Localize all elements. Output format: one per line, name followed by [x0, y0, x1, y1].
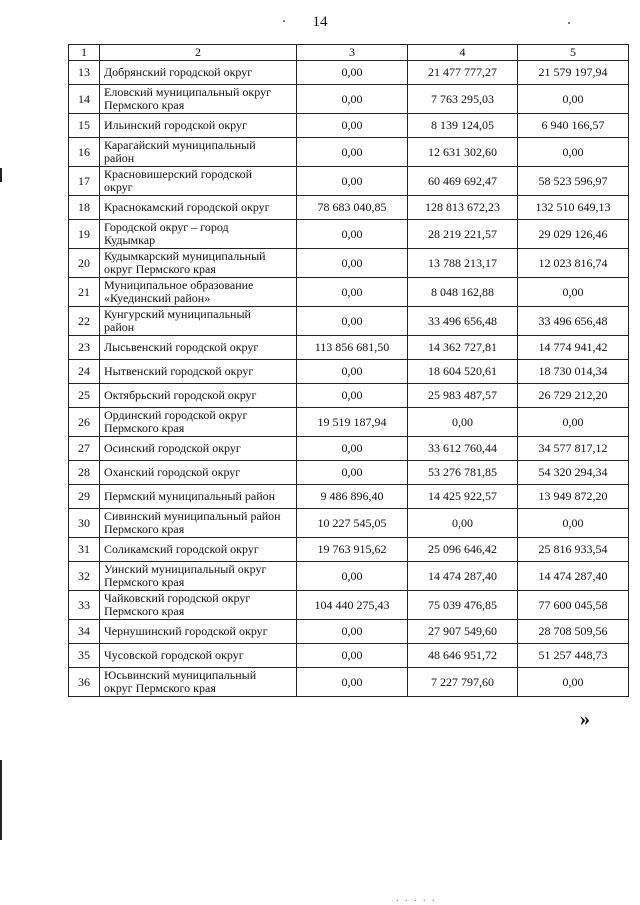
amount-col-4: 60 469 692,47 [408, 167, 518, 196]
amount-col-3: 0,00 [297, 620, 408, 644]
table-row [69, 61, 629, 85]
row-number: 24 [69, 360, 100, 384]
amount-col-4: 18 604 520,61 [408, 360, 518, 384]
amount-col-3: 0,00 [297, 278, 408, 307]
row-number: 30 [69, 509, 100, 538]
row-number: 27 [69, 437, 100, 461]
municipality-name-line: Краснокамский городской округ [104, 200, 270, 214]
municipality-name-line: район [104, 151, 135, 165]
amount-col-5: 13 949 872,20 [518, 485, 629, 509]
municipality-name [100, 167, 297, 196]
row-number: 19 [69, 220, 100, 249]
table-row [69, 220, 629, 249]
municipality-name [100, 336, 297, 360]
table-row [69, 278, 629, 307]
amount-col-4: 53 276 781,85 [408, 461, 518, 485]
municipality-name-line: Кудымкарский муниципальный [104, 249, 266, 263]
municipality-name-line: Добрянский городской округ [104, 65, 253, 79]
municipality-name-line: Ординский городской округ [104, 408, 248, 422]
amount-col-3: 9 486 896,40 [297, 485, 408, 509]
municipality-name-line: Оханский городской округ [104, 465, 241, 479]
scan-edge-mark [0, 168, 2, 182]
municipality-name [100, 278, 297, 307]
municipality-name-line: Соликамский городской округ [104, 542, 259, 556]
municipality-name [100, 220, 297, 249]
table-row [69, 461, 629, 485]
amount-col-4: 75 039 476,85 [408, 591, 518, 620]
table-row [69, 591, 629, 620]
amount-col-4: 7 763 295,03 [408, 85, 518, 114]
amount-col-3: 0,00 [297, 167, 408, 196]
amount-col-4: 21 477 777,27 [408, 61, 518, 85]
amount-col-3: 0,00 [297, 220, 408, 249]
table-row [69, 509, 629, 538]
closing-quote-mark: » [580, 708, 590, 730]
municipality-name-line: район [104, 320, 135, 334]
column-header: 5 [518, 45, 629, 61]
table-row [69, 167, 629, 196]
municipality-name-line: Пермского края [104, 98, 185, 112]
municipality-name-line: Юсьвинский муниципальный [104, 668, 257, 682]
municipality-name-line: Пермский муниципальный район [104, 489, 276, 503]
amount-col-4: 25 096 646,42 [408, 538, 518, 562]
row-number: 15 [69, 114, 100, 138]
amount-col-4: 27 907 549,60 [408, 620, 518, 644]
amount-col-3: 0,00 [297, 61, 408, 85]
amount-col-5: 0,00 [518, 278, 629, 307]
municipality-name [100, 196, 297, 220]
municipality-name-line: Городской округ – город [104, 220, 229, 234]
column-header: 2 [100, 45, 297, 61]
municipality-name [100, 138, 297, 167]
amount-col-5: 33 496 656,48 [518, 307, 629, 336]
row-number: 29 [69, 485, 100, 509]
municipality-name [100, 61, 297, 85]
table-row [69, 307, 629, 336]
amount-col-4: 14 425 922,57 [408, 485, 518, 509]
municipality-name-line: Нытвенский городской округ [104, 364, 254, 378]
amount-col-4: 14 362 727,81 [408, 336, 518, 360]
table-row [69, 408, 629, 437]
amount-col-4: 8 048 162,88 [408, 278, 518, 307]
amount-col-3: 104 440 275,43 [297, 591, 408, 620]
municipality-name [100, 384, 297, 408]
amount-col-4: 33 612 760,44 [408, 437, 518, 461]
amount-col-5: 12 023 816,74 [518, 249, 629, 278]
table-row [69, 538, 629, 562]
allocation-table [68, 44, 629, 697]
municipality-name [100, 538, 297, 562]
amount-col-5: 6 940 166,57 [518, 114, 629, 138]
row-number: 13 [69, 61, 100, 85]
amount-col-5: 26 729 212,20 [518, 384, 629, 408]
municipality-name [100, 85, 297, 114]
amount-col-4: 12 631 302,60 [408, 138, 518, 167]
amount-col-5: 0,00 [518, 408, 629, 437]
table-row [69, 360, 629, 384]
municipality-name [100, 591, 297, 620]
table-row [69, 485, 629, 509]
amount-col-3: 0,00 [297, 384, 408, 408]
table-row [69, 384, 629, 408]
amount-col-4: 0,00 [408, 509, 518, 538]
row-number: 35 [69, 644, 100, 668]
amount-col-5: 51 257 448,73 [518, 644, 629, 668]
municipality-name-line: Чернушинский городской округ [104, 624, 268, 638]
table-row [69, 138, 629, 167]
row-number: 14 [69, 85, 100, 114]
municipality-name-line: Пермского края [104, 421, 185, 435]
municipality-name-line: Пермского края [104, 575, 185, 589]
municipality-name-line: Красновишерский городской [104, 167, 253, 181]
municipality-name-line: «Куединский район» [104, 291, 211, 305]
amount-col-4: 8 139 124,05 [408, 114, 518, 138]
amount-col-3: 0,00 [297, 249, 408, 278]
municipality-name-line: Осинский городской округ [104, 441, 241, 455]
page-number: 14 [312, 14, 328, 30]
amount-col-3: 113 856 681,50 [297, 336, 408, 360]
row-number: 34 [69, 620, 100, 644]
municipality-name-line: Пермского края [104, 604, 185, 618]
municipality-name-line: Карагайский муниципальный [104, 138, 256, 152]
municipality-name-line: Уинский муниципальный округ [104, 562, 267, 576]
municipality-name-line: Кудымкар [104, 233, 156, 247]
amount-col-5: 21 579 197,94 [518, 61, 629, 85]
scan-edge-mark [0, 760, 2, 840]
amount-col-3: 78 683 040,85 [297, 196, 408, 220]
row-number: 32 [69, 562, 100, 591]
municipality-name-line: Лысьвенский городской округ [104, 340, 259, 354]
municipality-name-line: округ Пермского края [104, 681, 216, 695]
column-header: 3 [297, 45, 408, 61]
amount-col-3: 10 227 545,05 [297, 509, 408, 538]
municipality-name [100, 307, 297, 336]
amount-col-5: 58 523 596,97 [518, 167, 629, 196]
amount-col-4: 128 813 672,23 [408, 196, 518, 220]
column-header: 1 [69, 45, 100, 61]
amount-col-5: 14 474 287,40 [518, 562, 629, 591]
amount-col-3: 0,00 [297, 562, 408, 591]
municipality-name-line: Чусовской городской округ [104, 648, 244, 662]
row-number: 16 [69, 138, 100, 167]
amount-col-4: 14 474 287,40 [408, 562, 518, 591]
row-number: 25 [69, 384, 100, 408]
municipality-name [100, 562, 297, 591]
municipality-name-line: Кунгурский муниципальный [104, 307, 251, 321]
municipality-name-line: Сивинский муниципальный район [104, 509, 281, 523]
amount-col-4: 33 496 656,48 [408, 307, 518, 336]
amount-col-5: 0,00 [518, 138, 629, 167]
amount-col-3: 0,00 [297, 114, 408, 138]
amount-col-5: 0,00 [518, 668, 629, 697]
row-number: 33 [69, 591, 100, 620]
amount-col-4: 28 219 221,57 [408, 220, 518, 249]
municipality-name [100, 485, 297, 509]
amount-col-3: 0,00 [297, 668, 408, 697]
amount-col-5: 18 730 014,34 [518, 360, 629, 384]
municipality-name [100, 114, 297, 138]
amount-col-4: 48 646 951,72 [408, 644, 518, 668]
amount-col-5: 34 577 817,12 [518, 437, 629, 461]
amount-col-3: 19 519 187,94 [297, 408, 408, 437]
table-row [69, 437, 629, 461]
amount-col-4: 25 983 487,57 [408, 384, 518, 408]
amount-col-3: 0,00 [297, 360, 408, 384]
amount-col-5: 0,00 [518, 85, 629, 114]
scan-speck [283, 20, 285, 22]
amount-col-5: 77 600 045,58 [518, 591, 629, 620]
amount-col-3: 0,00 [297, 307, 408, 336]
table-header-row [69, 45, 629, 61]
table-row [69, 336, 629, 360]
municipality-name [100, 249, 297, 278]
amount-col-5: 14 774 941,42 [518, 336, 629, 360]
amount-col-5: 54 320 294,34 [518, 461, 629, 485]
scan-speck [568, 22, 570, 24]
amount-col-5: 132 510 649,13 [518, 196, 629, 220]
table-row [69, 114, 629, 138]
amount-col-3: 0,00 [297, 85, 408, 114]
table-row [69, 620, 629, 644]
municipality-name [100, 461, 297, 485]
table-row [69, 85, 629, 114]
scan-footer-dots: . . . . . [396, 893, 437, 904]
row-number: 26 [69, 408, 100, 437]
municipality-name [100, 644, 297, 668]
amount-col-3: 0,00 [297, 437, 408, 461]
table-body [69, 61, 629, 697]
table-row [69, 562, 629, 591]
row-number: 18 [69, 196, 100, 220]
amount-col-4: 13 788 213,17 [408, 249, 518, 278]
amount-col-5: 0,00 [518, 509, 629, 538]
municipality-name [100, 620, 297, 644]
row-number: 31 [69, 538, 100, 562]
table-row [69, 644, 629, 668]
amount-col-3: 0,00 [297, 461, 408, 485]
row-number: 28 [69, 461, 100, 485]
table-row [69, 249, 629, 278]
row-number: 21 [69, 278, 100, 307]
amount-col-4: 0,00 [408, 408, 518, 437]
municipality-name [100, 360, 297, 384]
municipality-name-line: Ильинский городской округ [104, 118, 247, 132]
row-number: 17 [69, 167, 100, 196]
municipality-name-line: Пермского края [104, 522, 185, 536]
municipality-name-line: Еловский муниципальный округ [104, 85, 272, 99]
municipality-name-line: округ Пермского края [104, 262, 216, 276]
amount-col-5: 25 816 933,54 [518, 538, 629, 562]
municipality-name-line: Муниципальное образование [104, 278, 254, 292]
municipality-name [100, 437, 297, 461]
municipality-name-line: округ [104, 180, 133, 194]
municipality-name-line: Чайковский городской округ [104, 591, 251, 605]
municipality-name-line: Октябрьский городской округ [104, 388, 257, 402]
row-number: 23 [69, 336, 100, 360]
row-number: 36 [69, 668, 100, 697]
table-row [69, 668, 629, 697]
table-row [69, 196, 629, 220]
amount-col-3: 0,00 [297, 138, 408, 167]
row-number: 22 [69, 307, 100, 336]
municipality-name [100, 408, 297, 437]
column-header: 4 [408, 45, 518, 61]
amount-col-3: 0,00 [297, 644, 408, 668]
row-number: 20 [69, 249, 100, 278]
amount-col-3: 19 763 915,62 [297, 538, 408, 562]
municipality-name [100, 668, 297, 697]
amount-col-5: 29 029 126,46 [518, 220, 629, 249]
amount-col-5: 28 708 509,56 [518, 620, 629, 644]
municipality-name [100, 509, 297, 538]
amount-col-4: 7 227 797,60 [408, 668, 518, 697]
